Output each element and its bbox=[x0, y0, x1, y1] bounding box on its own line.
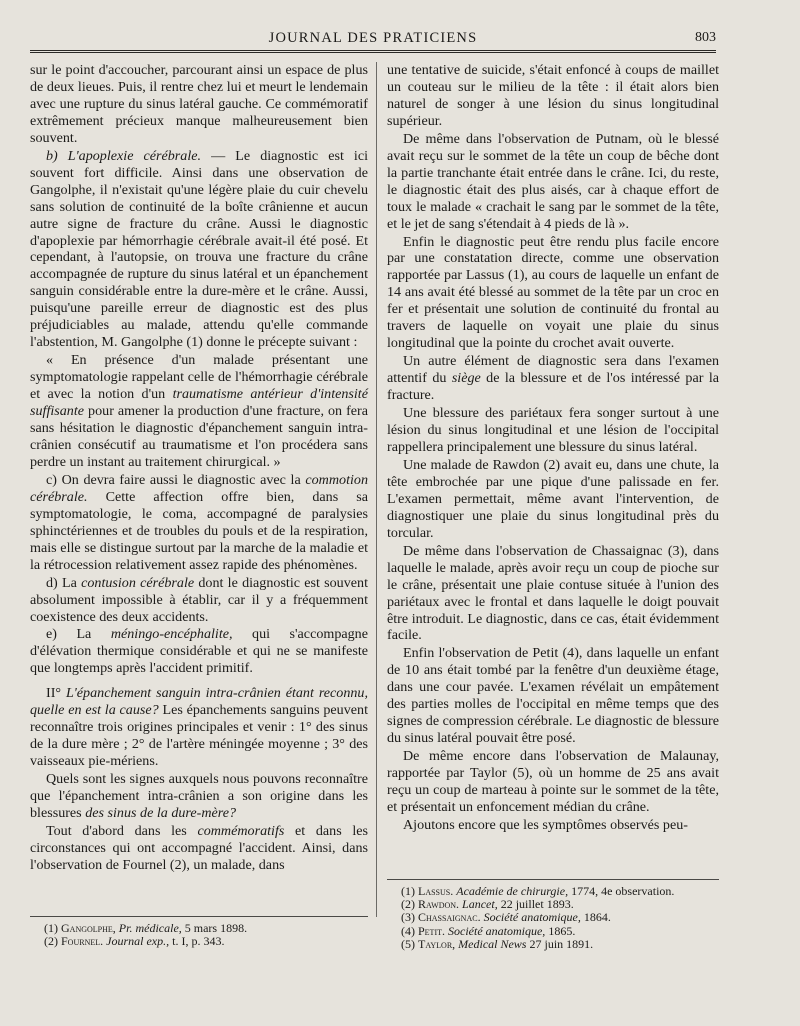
emphasis: des sinus de la dure-mère? bbox=[85, 804, 237, 821]
paragraph-text: Quels sont les signes auxquels nous pouvons reconnaître que l'épanchement intra-crânien a son origine dans les blessures bbox=[30, 771, 368, 821]
quotation bbox=[30, 352, 368, 471]
footnote-source: Medical News bbox=[458, 936, 527, 951]
footnote-detail: 1864. bbox=[580, 910, 611, 925]
paragraph-text: Tout d'abord dans les bbox=[46, 822, 198, 839]
paragraph-text: c) On devra faire aussi le diagnostic avec la bbox=[46, 471, 306, 488]
paragraph bbox=[30, 823, 368, 874]
paragraph-text: d) La bbox=[46, 574, 82, 591]
footnote-author: Fournel. bbox=[61, 934, 104, 949]
footnote-detail: 1865. bbox=[545, 923, 576, 938]
page-number: 803 bbox=[695, 30, 716, 45]
paragraph: une tentative de suicide, s'était enfoncé à coups de maillet un couteau sur le milieu de la tête : il était alors bien naturel de songer à une lésion du sinus longitudinal supérieur. bbox=[387, 62, 719, 129]
footnote-number: (1) bbox=[401, 884, 415, 898]
footnote-source: Société anatomique, bbox=[448, 923, 546, 938]
footnote-author: Taylor, bbox=[418, 936, 456, 951]
emphasis: commémoratifs bbox=[197, 822, 285, 839]
section-heading-paragraph bbox=[30, 685, 368, 770]
emphasis: siège bbox=[451, 370, 481, 387]
paragraph bbox=[30, 575, 368, 626]
paragraph: Une malade de Rawdon (2) avait eu, dans une chute, la tête embrochée par une pique d'une palissade en fer. L'examen permettait, même avant l'intervention, de diagnostiquer une plaie du sinus longitudinal près du torcular. bbox=[387, 456, 719, 541]
header-rule bbox=[30, 50, 716, 53]
footnote-author: Rawdon. bbox=[418, 897, 460, 912]
footnote-author: Lassus. bbox=[418, 884, 454, 898]
paragraph-text: et dans les circonstances qui ont accompagné l'accident. Ainsi, dans l'observation de Fournel (2), un malade, dans bbox=[30, 822, 368, 873]
footnote-detail: 22 juillet 1893. bbox=[497, 897, 574, 912]
paragraph bbox=[30, 626, 368, 677]
paragraph-text: dont le diagnostic est souvent absolument impossible à établir, car il y a fréquemment coexistence des deux accidents. bbox=[30, 574, 368, 625]
paragraph-text: e) La bbox=[46, 626, 111, 643]
emphasis: commotion cérébrale. bbox=[30, 471, 368, 505]
paragraph: Enfin l'observation de Petit (4), dans laquelle un enfant de 10 ans était tombé par la fenêtre d'un deuxième étage, dans une cour pavée. L'examen révélait un empâtement des parties molles de l'occipital en même temps que des signes de compression cérébrale. Le diagnostic de blessure du sinus latéral pouvait être posé. bbox=[387, 645, 719, 747]
emphasis: méningo-encéphalite, bbox=[110, 626, 233, 643]
footnote-source: Société anatomique, bbox=[483, 910, 581, 925]
footnote-source: Lancet, bbox=[462, 897, 498, 912]
paragraph: sur le point d'accoucher, parcourant ainsi un espace de plus de deux lieues. Puis, il rentre chez lui et meurt le lendemain avec une rupture du sinus latéral gauche. Ce commémoratif extrêmement précieux manque malheureusement bien souvent. bbox=[30, 62, 368, 146]
paragraph: Ajoutons encore que les symptômes observés peu- bbox=[403, 816, 688, 833]
paragraph: Enfin le diagnostic peut être rendu plus facile encore par une constatation directe, comme une observation rapportée par Lassus (1), au cours de laquelle un enfant de 14 ans avait été blessé au sommet de la tête par un croc en fer et présentait une solution de continuité du frontal au travers de laquelle on voyait une plaie du sinus longitudinal que la pointe du crochet avait ouverte. bbox=[387, 233, 719, 352]
footnote-number: (2) bbox=[401, 897, 415, 912]
paragraph: De même dans l'observation de Chassaignac (3), dans laquelle le malade, après avoir reçu un coup de pioche sur le crâne, présentait une plaie contuse située à l'union des pariétaux avec le frontal et dans laquelle le doigt pouvait être introduit. Le diagnostic, dans ce cas, était évidemment facile. bbox=[387, 542, 719, 644]
footnote-detail: t. I, p. 343. bbox=[169, 934, 225, 949]
paragraph-text: qui s'accompagne d'élévation thermique considérable et qui ne se manifeste que longtemps après l'accident primitif. bbox=[30, 626, 368, 677]
footnote-author: Petit. bbox=[418, 923, 445, 938]
paragraph: De même dans l'observation de Putnam, où le blessé avait reçu sur le sommet de la tête un coup de bêche dont la partie tranchante était entrée dans le crâne. Ici, du reste, le diagnostic était des plus aisés, car à chaque effort de toux le malade « crachait le sang par le sommet de la tête, et le jet de sang s'étendait à 4 pieds de là ». bbox=[387, 130, 719, 232]
paragraph bbox=[30, 771, 368, 822]
footnotes-right bbox=[387, 885, 719, 951]
column-divider bbox=[376, 62, 377, 917]
footnote-number: (5) bbox=[401, 936, 415, 951]
paragraph-text: Les épanchements sanguins peuvent reconnaître trois origines principales et venir : 1° des sinus de la dure mère ; 2° de l'artère méningée moyenne ; 3° des vaisseaux pie-mériens. bbox=[30, 702, 368, 770]
footnote-number: (1) bbox=[44, 921, 58, 935]
paragraph-text: Un autre élément de diagnostic sera dans l'examen attentif du bbox=[387, 353, 719, 387]
footnote-number: (2) bbox=[44, 934, 58, 949]
footnote-rule bbox=[30, 916, 368, 917]
footnote bbox=[387, 938, 719, 951]
journal-title: JOURNAL DES PRATICIENS bbox=[268, 30, 478, 46]
footnotes-left bbox=[30, 922, 368, 948]
emphasis: traumatisme antérieur d'intensité suffisante bbox=[30, 386, 368, 420]
footnote bbox=[30, 935, 368, 948]
running-header bbox=[30, 28, 716, 50]
paragraph-text: — Le diagnostic est ici souvent fort difficile. Ainsi dans une observation de Gangolphe, il n'existait qu'une légère plaie du cuir chevelu sans solution de continuité de la boîte crânienne et aucun autre signe de fracture du crâne. Aussi le diagnostic d'apoplexie par hémorrhagie cérébrale avait-il été posé. Et cependant, à l'autopsie, on trouva une fracture du crâne accompagnée de rupture du sinus latéral et un épanchement sanguin considérable entre la dure-mère et le crâne. Aussi, puisqu'une pareille erreur de diagnostic est des plus préjudiciables au malade, attendu qu'elle commande l'abstention, M. Gangolphe (1) donne le précepte suivant : bbox=[30, 147, 369, 351]
paragraph: De même encore dans l'observation de Malaunay, rapportée par Taylor (5), où un homme de 25 ans avait reçu un coup de marteau à pointe sur le sommet de la tête, et présentait un enfoncement médian du crâne. bbox=[387, 748, 719, 815]
paragraph bbox=[30, 148, 368, 351]
footnote-source: Pr. médicale, bbox=[118, 921, 182, 935]
right-column bbox=[387, 62, 719, 834]
footnote-detail: 27 juin 1891. bbox=[526, 936, 594, 951]
emphasis: L'épanchement sanguin intra-crânien étant reconnu, quelle en est la cause? bbox=[30, 685, 369, 719]
footnote-detail: 5 mars 1898. bbox=[181, 921, 248, 935]
footnote-number: (3) bbox=[401, 910, 415, 925]
paragraph-text: de la blessure et de l'os intéressé par la fracture. bbox=[387, 370, 719, 404]
paragraph-text: II° bbox=[46, 685, 66, 702]
paragraph-text: pour amener la production d'une fracture, on fera sans hésitation le diagnostic d'épanchement sanguin intra-crânien consécutif au traumatisme et l'on procédera sans perdre un instant au traitement chirurgical. » bbox=[30, 403, 368, 470]
section-label: b) L'apoplexie cérébrale. bbox=[46, 147, 202, 164]
footnote-source: Journal exp., bbox=[106, 934, 170, 949]
footnote-detail: 1774, 4e observation. bbox=[568, 884, 675, 898]
left-column bbox=[30, 62, 368, 874]
paragraph: Une blessure des pariétaux fera songer surtout à une lésion du sinus longitudinal et une lésion de l'occipital rappellera principalement une blessure du sinus latéral. bbox=[387, 405, 719, 455]
paragraph bbox=[387, 353, 719, 404]
footnote-number: (4) bbox=[401, 923, 415, 938]
footnote-source: Académie de chirurgie, bbox=[456, 884, 569, 898]
footnote-author: Chassaignac. bbox=[418, 910, 481, 925]
paragraph bbox=[30, 472, 368, 574]
paragraph-text: « En présence d'un malade présentant une symptomatologie rappelant celle de l'hémorrhagie cérébrale et avec la notion d'un bbox=[30, 352, 368, 403]
footnote-author: Gangolphe, bbox=[61, 921, 116, 935]
paragraph-text: Cette affection offre bien, dans sa symptomatologie, le coma, accompagné de paralysies sphinctériennes et de troubles du pouls et de la respiration, mais elle se distingue surtout par la marche de la maladie et la rétrocession relativement assez rapide des phénomènes. bbox=[30, 488, 368, 573]
emphasis: contusion cérébrale bbox=[81, 574, 195, 591]
footnote-rule bbox=[387, 879, 719, 880]
